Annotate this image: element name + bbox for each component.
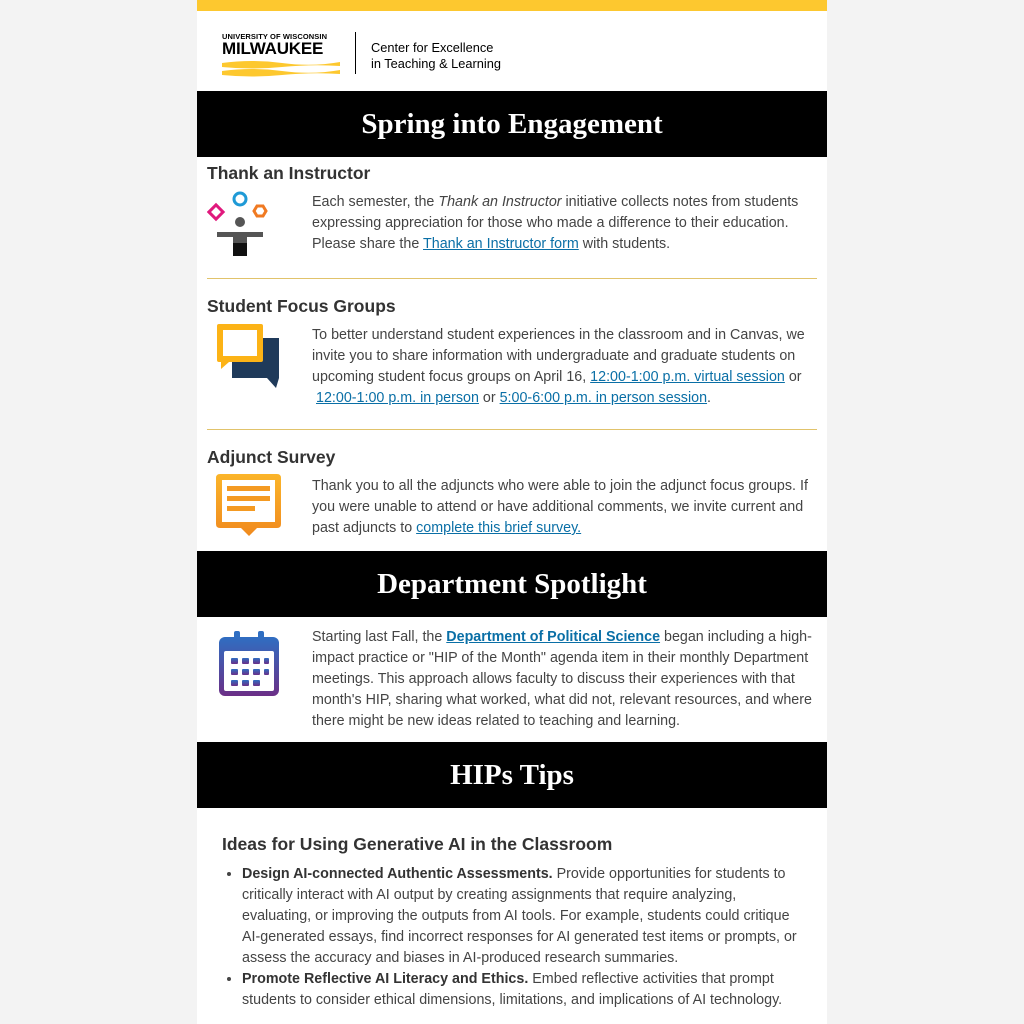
spotlight-text-1: Starting last Fall, the (312, 629, 447, 645)
hips-item-2 (242, 969, 802, 1011)
focus-text-2: or (784, 369, 802, 385)
cetl-line-1: Center for Excellence (371, 40, 494, 55)
thank-text-em: Thank an Instructor (438, 194, 562, 210)
hips-item-1-bold: Design AI-connected Authentic Assessments. (242, 866, 553, 882)
calendar-icon (219, 631, 281, 699)
thank-text (312, 192, 817, 264)
adjunct-title: Adjunct Survey (207, 447, 336, 467)
in-person-link[interactable]: 12:00-1:00 p.m. in person (316, 390, 479, 406)
focus-row (207, 325, 817, 409)
focus-text-3: or (478, 390, 500, 406)
thank-text-1: Each semester, the (312, 194, 439, 210)
hips-list (222, 864, 802, 1011)
adjunct-icon-col (207, 476, 312, 551)
header (197, 11, 827, 91)
banner-hips-text: HIPs Tips (450, 759, 574, 791)
thank-text-2: initiative collects notes from students expressing appreciation for those who made a difference to their education. Please share the (312, 194, 799, 252)
spotlight-text-2: began including a high-impact practice or "HIP of the Month" agenda item in their monthly Department meetings. This approach allows faculty to discuss their experiences with that month's HIP, sharing what worked, what did not, relevant resources, and where there might be new ideas related to teaching and learning. (312, 629, 812, 729)
section-focus (197, 279, 827, 409)
survey-message-icon (216, 472, 286, 538)
banner-spring (197, 91, 827, 157)
uwm-logo[interactable] (222, 32, 340, 80)
section-thank (197, 157, 827, 264)
adjunct-text-1: Thank you to all the adjuncts who were able to join the adjunct focus groups. If you were unable to attend or have additional comments, we invite current and past adjuncts to (312, 478, 808, 536)
focus-text-4: . (707, 390, 712, 406)
hips-item-1-text: Provide opportunities for students to critically interact with AI output by creating assignments that require analyzing, evaluating, or improving the outputs from AI tools. For example, students could critique AI-generated essays, find incorrect responses for AI generated test items or prompts, or assess the accuracy and biases in AI-produced research summaries. (242, 866, 797, 966)
spotlight-row (207, 627, 817, 742)
adjunct-row (207, 476, 817, 551)
logo-university-text: UNIVERSITY OF WISCONSIN (222, 32, 328, 41)
focus-icon-col (207, 325, 312, 409)
focus-text (312, 325, 817, 409)
thank-row (207, 192, 817, 264)
banner-spotlight-text: Department Spotlight (377, 568, 647, 600)
header-divider (355, 32, 356, 74)
banner-spring-text: Spring into Engagement (361, 108, 663, 140)
survey-link[interactable]: complete this brief survey. (416, 520, 582, 536)
focus-text-1: To better understand student experiences in the classroom and in Canvas, we invite you to share information with undergraduate and graduate students on upcoming student focus groups on April 16, (312, 327, 805, 385)
cetl-title (371, 40, 501, 72)
logo-milwaukee-text: MILWAUKEE (222, 39, 324, 58)
top-gold-bar (197, 0, 827, 11)
section-hips (197, 808, 827, 1011)
banner-spotlight (197, 551, 827, 617)
political-science-link[interactable]: Department of Political Science (446, 629, 661, 645)
section-spotlight (197, 617, 827, 742)
thank-title: Thank an Instructor (207, 163, 371, 183)
banner-hips (197, 742, 827, 808)
spotlight-text (312, 627, 817, 742)
newsletter (197, 0, 827, 1024)
evening-session-link[interactable]: 5:00-6:00 p.m. in person session (499, 390, 708, 406)
thank-form-link[interactable]: Thank an Instructor form (423, 236, 579, 252)
virtual-session-link[interactable]: 12:00-1:00 p.m. virtual session (590, 369, 785, 385)
hips-item-1 (242, 864, 802, 969)
chat-bubbles-icon (215, 322, 285, 392)
spotlight-icon-col (207, 627, 312, 742)
adjunct-text (312, 476, 817, 551)
thank-instructor-icon (207, 188, 277, 260)
thank-text-3: with students. (578, 236, 671, 252)
cetl-line-2: in Teaching & Learning (371, 56, 501, 71)
logo-waves-icon (222, 59, 340, 79)
focus-title: Student Focus Groups (207, 296, 396, 316)
hips-item-2-bold: Promote Reflective AI Literacy and Ethics. (242, 971, 529, 987)
thank-icon-col (207, 192, 312, 264)
hips-heading: Ideas for Using Generative AI in the Classroom (222, 834, 613, 854)
section-adjunct (197, 430, 827, 551)
hips-item-2-text: Embed reflective activities that prompt students to consider ethical dimensions, limitations, and implications of AI technology. (242, 971, 783, 1008)
